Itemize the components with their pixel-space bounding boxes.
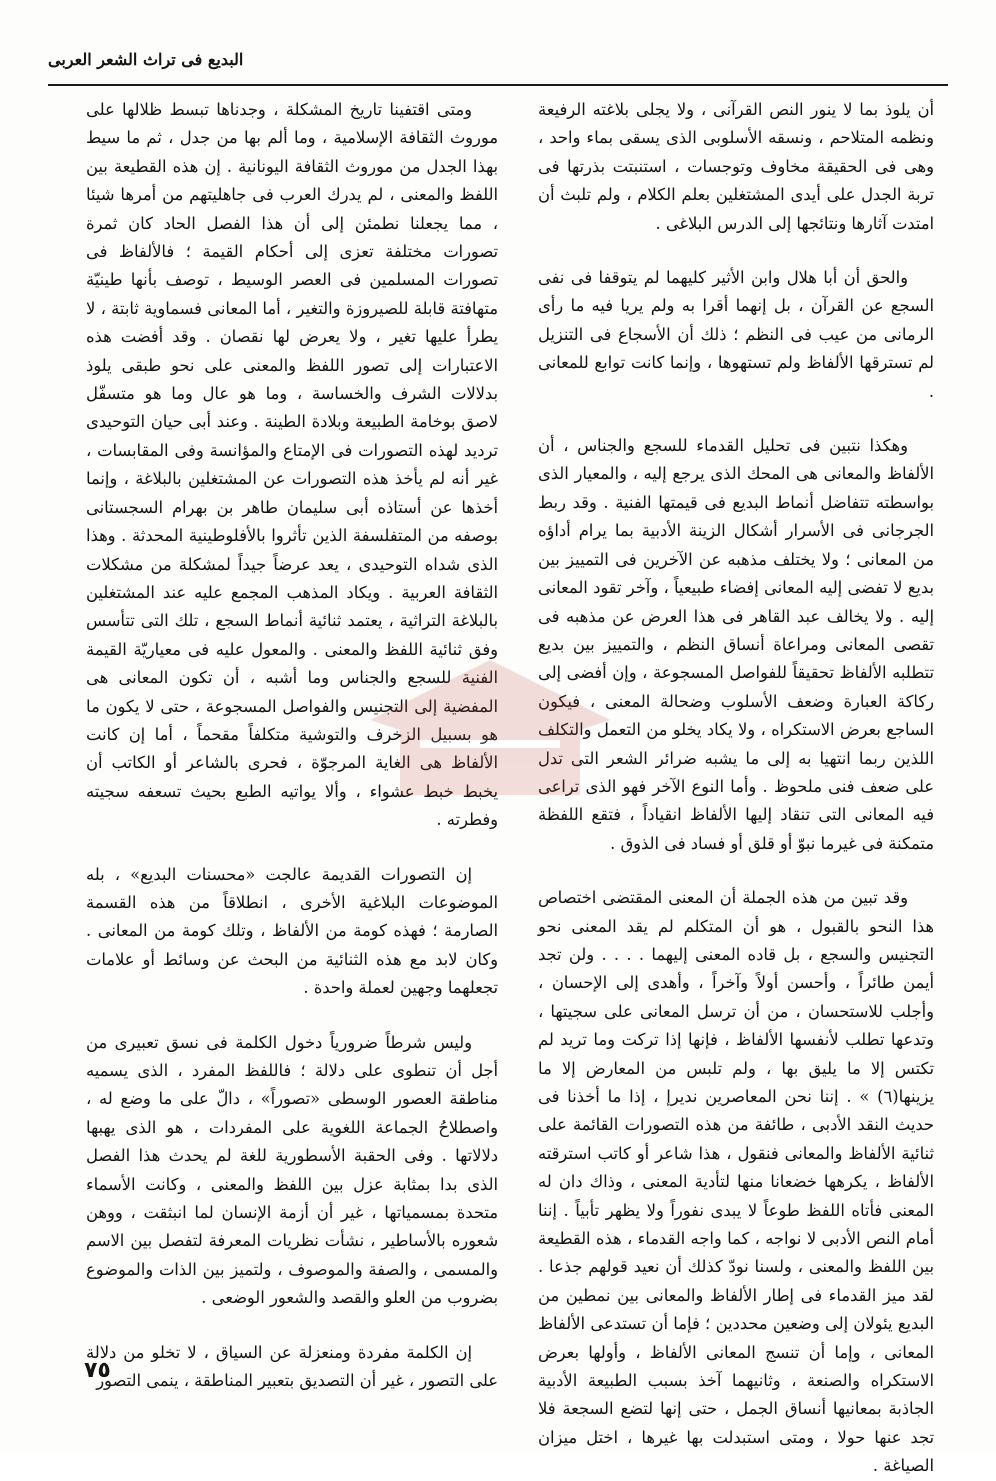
- page-number: ٧٥: [84, 1358, 111, 1383]
- left-paragraph-1: ومتى اقتفينا تاريخ المشكلة ، وجدناها تبسط ظلالها على موروث الثقافة الإسلامية ، وما ألم بها من جدل ، ثم ما سيط بهذا الجدل من موروث الثقافة اليونانية . إن هذه القطيعة بين اللفظ والمعنى ، لم يدرك العرب فى جاهليتهم من أمرها شيئا ، مما يجعلنا نطمئن إلى أن هذا الفصل الحاد كان ثمرة تصورات مختلفة تعزى إلى أحكام القيمة ؛ فالألفاظ فى تصورات المسلمين فى العصر الوسيط ، توصف بأنها طينيّة متهافتة قابلة للصيروزة والتغير ، أما المعانى فسماوية ثابتة ، لا يطرأ عليها تغير ، ولا يعرض لها نقصان . وقد أفضت هذه الاعتبارات إلى تصور اللفظ والمعنى على نحو طبقى يلوذ بدلالات الشرف والخساسة ، وما هو عال وما هو متسفّل لاصق بوخامة الطبيعة وبلادة الطينة . وعند أبى حيان التوحيدى ترديد لهذه التصورات فى الإمتاع والمؤانسة وفى المقابسات ، غير أنه لم يأخذ هذه التصورات عن المشتغلين بالبلاغة ، وإنما أخذها عن أستاذه أبى سليمان طاهر بن بهرام السجستانى بوصفه من المتفلسفة الذين تأثروا بالأفلوطينية المحدثة . وهذا الذى شداه التوحيدى ، يعد عرضاً جيداً لمشكلة من مشكلات الثقافة العربية . ويكاد المذهب المجمع عليه عند المشتغلين بالبلاغة التراثية ، يعتمد ثنائية أنماط السجع ، تلك التى تتأسس وفق ثنائية اللفظ والمعنى . والمعول عليه فى معياريّة القيمة الفنية للسجع والجناس وما أشبه ، أن تكون المعانى هى المفضية إلى التجنيس والفواصل المسجوعة ، حتى لا يكون ما هو بسبيل الزخرف والتوشية متكلفاً مقحماً ، أما إن كانت الألفاظ هى الغاية المرجوّة ، فحرى بالشاعر أو الكاتب أن يخبط خبط عشواء ، وألا يواتيه الطبع بحيث تسعفه سجيته وفطرته .: [86, 100, 498, 830]
- running-title: البديع فى تراث الشعر العربى: [48, 50, 244, 69]
- right-paragraph-4: وقد تبين من هذه الجملة أن المعنى المقتضى اختصاص هذا النحو بالقبول ، هو أن المتكلم لم يقد المعنى نحو التجنيس والسجع ، بل قاده المعنى إليهما . . . . ولن تجد أيمن طائراً ، وأحسن أولاً وآخراً ، وأهدى إلى الإحسان ، وأجلب للاستحسان ، من أن ترسل المعانى على سجيتها ، وتدعها تطلب لأنفسها الألفاظ ، فإنها إذا تركت وما تريد لم تكتس إلا ما يليق بها ، ولم تلبس من المعارض إلا ما يزينها(٦) » . إننا نحن المعاصرين نديرإ ، إذا ما أخذنا فى حديث النقد الأدبى ، طائفة من هذه التصورات القائمة على ثنائية الألفاظ والمعانى فنقول ، هذا شاعر أو كاتب استرقته الألفاظ ، يكرهها خضعانا منها لتأدية المعنى ، وذاك دان له المعنى فأتاه اللفظ طوعاً لا يبدى نفوراً ولا يظهر تأبياً . إننا أمام النص الأدبى لا نواجه ، كما واجه القدماء ، هذه القطيعة بين اللفظ والمعنى ، ولسنا نودّ كذلك أن نعيد قولهم جذعا . لقد ميز القدماء فى إطار الألفاظ والمعانى بين نمطين من البديع يئولان إلى وضعين محددين ؛ فإما أن تستدعى الألفاظ المعانى ، وإما أن تنسج المعانى الألفاظ ، وأولها بعرض الاستكراه والصنعة ، وثانيهما آخذ بسبب الطبيعة الأدبية الجاذبة بمعانيها أنساق الجمل ، حتى إنها لتضع السجعة فلا تجد عنها حولا ، ومتى استبدلت بها غيرها ، اختل ميزان الصياغة .: [538, 888, 934, 1476]
- header-rule: [48, 84, 948, 86]
- right-paragraph-3: وهكذا نتبين فى تحليل القدماء للسجع والجناس ، أن الألفاظ والمعانى هى المحك الذى يرجع إليه ، والمعيار الذى بواسطته تتفاضل أنماط البديع فى قيمتها الفنية . وقد ربط الجرجانى فى الأسرار أشكال الزينة الأدبية بما يرام أداؤه من المعانى ؛ ولا يختلف مذهبه عن الآخرين فى التمييز بين بديع لا تفضى إليه المعانى إفضاء طبيعياً ، وآخر تقود المعانى إليه . ولا يخالف عبد القاهر فى هذا العرض عن مذهبه فى تقصى المعانى ومراعاة أنساق النظم ، والتمييز بين بديع تتطلبه الألفاظ تحقيقاً للفواصل المسجوعة ، وإن أفضى إلى ركاكة العبارة وضعف الأسلوب وضحالة المعنى ، فيكون الساجع بعرض الاستكراه ، ولا يكاد يخلو من التعمل والتكلف اللذين ربما انتهيا به إلى ما يشبه ضرائر الشعر التى تدل على ضعف فنى ملحوظ . وأما النوع الآخر فهو الذى تراعى فيه المعانى التى تنقاد إليها الألفاظ انقياداً ، فتقع اللفظة متمكنة فى غيرما نبوّ أو قلق أو فساد فى الذوق .: [538, 436, 934, 853]
- left-paragraph-4: إن الكلمة مفردة ومنعزلة عن السياق ، لا تخلو من دلالة على التصور ، غير أن التصديق بتعبير المناطقة ، ينمى التصور: [86, 1342, 498, 1391]
- right-column: [538, 96, 934, 1476]
- right-paragraph-1: أن يلوذ بما لا ينور النص القرآنى ، ولا يجلى بلاغته الرفيعة ونظمه المتلاحم ، ونسقه الأسلوبى الذى يسقى بماء واحد ، وهى فى الحقيقة مخاوف وتوجسات ، استنبتت بذرتها فى تربة الجدل على أيدى المشتغلين بعلم الكلام ، ولم تلبث أن امتدت آثارها ونتائجها إلى الدرس البلاغى .: [538, 100, 934, 233]
- right-paragraph-2: والحق أن أبا هلال وابن الأثير كليهما لم يتوقفا فى نفى السجع عن القرآن ، بل إنهما أقرا به ولم يريا فيه ما رأى الرمانى من عيب فى النظم ؛ ذلك أن الأسجاع فى التنزيل لم تسترقها الألفاظ ولم تستهوها ، وإنما كانت توابع للمعانى .: [538, 268, 934, 401]
- left-paragraph-2: إن التصورات القديمة عالجت «محسنات البديع» ، بله الموضوعات البلاغية الأخرى ، انطلاقاً من هذه القسمة الصارمة ؛ فهذه كومة من الألفاظ ، وتلك كومة من المعانى . وكان لابد مع هذه الثنائية من البحث عن وسائط أو علامات تجعلهما وجهين لعملة واحدة .: [86, 864, 498, 998]
- left-paragraph-3: وليس شرطاً ضرورياً دخول الكلمة فى نسق تعبيرى من أجل أن تنطوى على دلالة ؛ فاللفظ المفرد ، الذى يسميه مناطقة العصور الوسطى «تصوراً» ، دالّ على ما وضع له ، واصطلاحُ الجماعة اللغوية على المفردات ، هو الذى يهبها دلالاتها . وفى الحقبة الأسطورية للغة لم يحدث هذا الفصل الذى بدا بمثابة عزل بين اللفظ والمعنى ، وكانت الأسماء متحدة بمسمياتها ، غير أن أزمة الإنسان لما انبثقت ، ووهن شعوره بالأساطير ، نشأت نظريات المعرفة لتفصل بين الاسم والمسمى ، والصفة والموصوف ، ولتميز بين الذات والموضوع بضروب من العلو والقصد والشعور الوضعى .: [86, 1032, 498, 1308]
